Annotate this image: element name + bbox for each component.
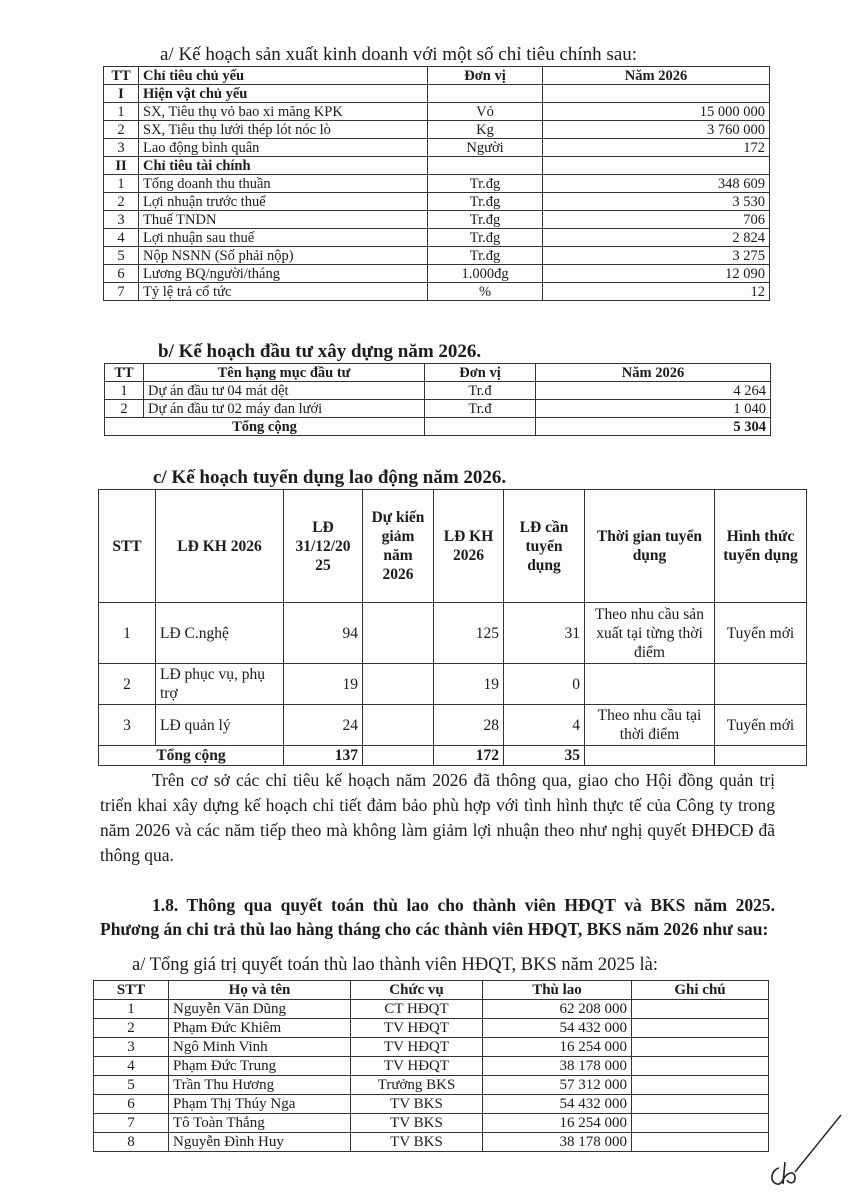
total-ld-2025: 137	[284, 746, 363, 766]
table-row	[94, 1019, 769, 1038]
table-header-row	[94, 981, 769, 1000]
cell-stt: 7	[94, 1114, 169, 1133]
total-row	[99, 746, 807, 766]
cell-need: 4	[504, 705, 585, 746]
total-value: 5 304	[536, 418, 771, 436]
header-item: Tên hạng mục đầu tư	[144, 364, 425, 382]
header-recruit-time: Thời gian tuyển dụng	[585, 490, 715, 603]
cell-indicator: Lợi nhuận trước thuế	[139, 193, 428, 211]
investment-plan-table	[104, 363, 771, 436]
cell-name: Phạm Đức Khiêm	[169, 1019, 351, 1038]
cell-decrease	[363, 705, 434, 746]
cell-tt: 1	[105, 382, 144, 400]
cell-tt: 7	[104, 283, 139, 301]
cell-indicator: SX, Tiêu thụ vỏ bao xi măng KPK	[139, 103, 428, 121]
cell-tt: 2	[104, 121, 139, 139]
cell-indicator: SX, Tiêu thụ lưới thép lót nóc lò	[139, 121, 428, 139]
cell-value	[543, 85, 770, 103]
header-tt: TT	[104, 67, 139, 85]
header-unit: Đơn vị	[425, 364, 536, 382]
total-kh-2026: 172	[434, 746, 504, 766]
cell-note	[632, 1038, 769, 1057]
table-row	[99, 705, 807, 746]
cell-indicator: Hiện vật chủ yếu	[139, 85, 428, 103]
cell-pay: 54 432 000	[483, 1019, 632, 1038]
cell-stt: 1	[94, 1000, 169, 1019]
cell-form	[715, 664, 807, 705]
cell-kh-2026: 28	[434, 705, 504, 746]
cell-stt: 3	[94, 1038, 169, 1057]
recruitment-plan-table	[98, 489, 807, 766]
header-ld-kh-2026: LĐ KH 2026	[434, 490, 504, 603]
header-stt: STT	[99, 490, 156, 603]
table-row	[104, 103, 770, 121]
header-ld-2025: LĐ 31/12/20 25	[284, 490, 363, 603]
cell-stt: 1	[99, 603, 156, 664]
cell-tt: 2	[105, 400, 144, 418]
section-row	[104, 157, 770, 175]
cell-role: TV HĐQT	[351, 1038, 483, 1057]
cell-value: 1 040	[536, 400, 771, 418]
cell-decrease	[363, 603, 434, 664]
paragraph-text: Trên cơ sở các chỉ tiêu kế hoạch năm 2026 đã thông qua, giao cho Hội đồng quản trị triển khai xây dựng kế hoạch chi tiết đảm bảo phù hợp với tình hình thực tế của Công ty trong năm 2026 và các năm tiếp theo mà không làm giảm lợi nhuận theo như nghị quyết ĐHĐCĐ đã thông qua.	[100, 770, 775, 865]
cell-value: 12	[543, 283, 770, 301]
cell-pay: 57 312 000	[483, 1076, 632, 1095]
cell-note	[632, 1133, 769, 1152]
cell-pay: 38 178 000	[483, 1057, 632, 1076]
cell-note	[632, 1114, 769, 1133]
cell-unit: Tr.đg	[428, 247, 543, 265]
cell-value: 706	[543, 211, 770, 229]
cell-name: Tô Toàn Thắng	[169, 1114, 351, 1133]
cell-unit: 1.000đg	[428, 265, 543, 283]
cell-stt: 4	[94, 1057, 169, 1076]
total-row	[105, 418, 771, 436]
cell-item: Dự án đầu tư 04 mát dệt	[144, 382, 425, 400]
table-row	[104, 139, 770, 157]
table-header-row	[104, 67, 770, 85]
cell-ld-2025: 19	[284, 664, 363, 705]
cell-role: TV BKS	[351, 1114, 483, 1133]
table-row	[104, 175, 770, 193]
cell-note	[632, 1076, 769, 1095]
cell-role: TV HĐQT	[351, 1019, 483, 1038]
cell-value: 3 275	[543, 247, 770, 265]
cell-name: Ngô Minh Vinh	[169, 1038, 351, 1057]
cell-value: 172	[543, 139, 770, 157]
cell-role: Trưởng BKS	[351, 1076, 483, 1095]
header-expected-decrease: Dự kiến giảm năm 2026	[363, 490, 434, 603]
cell-tt: 1	[104, 175, 139, 193]
cell-tt: 3	[104, 211, 139, 229]
cell-tt: 6	[104, 265, 139, 283]
cell-stt: 2	[99, 664, 156, 705]
cell-need: 0	[504, 664, 585, 705]
cell-name: Nguyễn Văn Dũng	[169, 1000, 351, 1019]
table-header-row	[99, 490, 807, 603]
table-row	[104, 121, 770, 139]
cell-stt: 2	[94, 1019, 169, 1038]
table-row	[94, 1095, 769, 1114]
cell-unit	[428, 85, 543, 103]
production-plan-table	[103, 66, 770, 301]
signature	[765, 1110, 845, 1190]
cell-pay: 16 254 000	[483, 1114, 632, 1133]
cell-role: TV BKS	[351, 1095, 483, 1114]
header-category: LĐ KH 2026	[156, 490, 284, 603]
cell-name: Phạm Đức Trung	[169, 1057, 351, 1076]
header-stt: STT	[94, 981, 169, 1000]
header-year: Năm 2026	[536, 364, 771, 382]
header-year: Năm 2026	[543, 67, 770, 85]
cell-unit: Tr.đg	[428, 193, 543, 211]
cell-empty	[715, 746, 807, 766]
cell-indicator: Chỉ tiêu tài chính	[139, 157, 428, 175]
cell-role: TV HĐQT	[351, 1057, 483, 1076]
table-row	[94, 1133, 769, 1152]
cell-pay: 16 254 000	[483, 1038, 632, 1057]
cell-unit: Kg	[428, 121, 543, 139]
cell-name: Nguyễn Đình Huy	[169, 1133, 351, 1152]
cell-unit: Người	[428, 139, 543, 157]
table-row	[104, 283, 770, 301]
section-b-heading: b/ Kế hoạch đầu tư xây dựng năm 2026.	[158, 341, 482, 362]
cell-indicator: Nộp NSNN (Số phải nộp)	[139, 247, 428, 265]
cell-name: Phạm Thị Thúy Nga	[169, 1095, 351, 1114]
cell-stt: 3	[99, 705, 156, 746]
cell-note	[632, 1019, 769, 1038]
section-18-heading-block	[100, 893, 775, 941]
cell-unit: Tr.đg	[428, 211, 543, 229]
header-pay: Thù lao	[483, 981, 632, 1000]
cell-item: Dự án đầu tư 02 máy đan lưới	[144, 400, 425, 418]
cell-ld-2025: 94	[284, 603, 363, 664]
cell-value: 4 264	[536, 382, 771, 400]
table-row	[94, 1000, 769, 1019]
total-decrease	[363, 746, 434, 766]
cell-indicator: Tỷ lệ trả cổ tức	[139, 283, 428, 301]
cell-unit	[428, 157, 543, 175]
section-18-heading: 1.8. Thông qua quyết toán thù lao cho thành viên HĐQT và BKS năm 2025. Phương án chi trả thù lao hàng tháng cho các thành viên HĐQT, BKS năm 2026 như sau:	[100, 895, 775, 939]
cell-value: 15 000 000	[543, 103, 770, 121]
remuneration-table	[93, 980, 769, 1152]
table-row	[94, 1057, 769, 1076]
cell-role: CT HĐQT	[351, 1000, 483, 1019]
cell-ld-2025: 24	[284, 705, 363, 746]
table-row	[104, 247, 770, 265]
cell-pay: 62 208 000	[483, 1000, 632, 1019]
header-name: Họ và tên	[169, 981, 351, 1000]
cell-tt: 3	[104, 139, 139, 157]
cell-note	[632, 1000, 769, 1019]
cell-category: LĐ quản lý	[156, 705, 284, 746]
cell-unit: %	[428, 283, 543, 301]
table-row	[94, 1076, 769, 1095]
cell-kh-2026: 125	[434, 603, 504, 664]
cell-unit: Tr.đ	[425, 400, 536, 418]
table-row	[94, 1038, 769, 1057]
table-row	[104, 211, 770, 229]
section-row	[104, 85, 770, 103]
total-label: Tổng cộng	[105, 418, 425, 436]
table-header-row	[105, 364, 771, 382]
cell-indicator: Lợi nhuận sau thuế	[139, 229, 428, 247]
header-need-recruit: LĐ cần tuyển dụng	[504, 490, 585, 603]
cell-tt: 2	[104, 193, 139, 211]
cell-note	[632, 1095, 769, 1114]
cell-tt: 5	[104, 247, 139, 265]
header-indicator: Chỉ tiêu chủ yếu	[139, 67, 428, 85]
cell-value: 3 530	[543, 193, 770, 211]
header-recruit-form: Hình thức tuyển dụng	[715, 490, 807, 603]
section-a-heading: a/ Kế hoạch sản xuất kinh doanh với một số chỉ tiêu chính sau:	[160, 44, 638, 65]
cell-stt: 8	[94, 1133, 169, 1152]
cell-indicator: Thuế TNDN	[139, 211, 428, 229]
cell-category: LĐ C.nghệ	[156, 603, 284, 664]
table-row	[104, 193, 770, 211]
cell-stt: 6	[94, 1095, 169, 1114]
cell-category: LĐ phục vụ, phụ trợ	[156, 664, 284, 705]
table-row	[99, 664, 807, 705]
cell-indicator: Lao động bình quân	[139, 139, 428, 157]
cell-tt: 1	[104, 103, 139, 121]
cell-name: Trần Thu Hương	[169, 1076, 351, 1095]
table-row	[105, 400, 771, 418]
cell-value: 12 090	[543, 265, 770, 283]
cell-form: Tuyển mới	[715, 705, 807, 746]
cell-value: 3 760 000	[543, 121, 770, 139]
cell-tt: II	[104, 157, 139, 175]
cell-note	[632, 1057, 769, 1076]
cell-pay: 54 432 000	[483, 1095, 632, 1114]
table-row	[104, 265, 770, 283]
cell-need: 31	[504, 603, 585, 664]
cell-unit: Tr.đ	[425, 382, 536, 400]
cell-empty	[425, 418, 536, 436]
cell-form: Tuyển mới	[715, 603, 807, 664]
header-unit: Đơn vị	[428, 67, 543, 85]
resolution-paragraph	[100, 768, 775, 868]
cell-empty	[585, 746, 715, 766]
total-label: Tổng cộng	[99, 746, 284, 766]
cell-indicator: Tổng doanh thu thuần	[139, 175, 428, 193]
table-row	[99, 603, 807, 664]
cell-value: 2 824	[543, 229, 770, 247]
table-row	[105, 382, 771, 400]
cell-stt: 5	[94, 1076, 169, 1095]
cell-unit: Tr.đg	[428, 229, 543, 247]
cell-tt: 4	[104, 229, 139, 247]
header-tt: TT	[105, 364, 144, 382]
cell-pay: 38 178 000	[483, 1133, 632, 1152]
cell-unit: Vỏ	[428, 103, 543, 121]
header-note: Ghi chú	[632, 981, 769, 1000]
cell-time: Theo nhu cầu sản xuất tại từng thời điểm	[585, 603, 715, 664]
total-need: 35	[504, 746, 585, 766]
header-role: Chức vụ	[351, 981, 483, 1000]
cell-time: Theo nhu cầu tại thời điểm	[585, 705, 715, 746]
cell-decrease	[363, 664, 434, 705]
cell-value: 348 609	[543, 175, 770, 193]
cell-tt: I	[104, 85, 139, 103]
cell-kh-2026: 19	[434, 664, 504, 705]
cell-time	[585, 664, 715, 705]
section-c-heading: c/ Kế hoạch tuyển dụng lao động năm 2026.	[153, 467, 507, 488]
table-row	[94, 1114, 769, 1133]
cell-role: TV BKS	[351, 1133, 483, 1152]
table-row	[104, 229, 770, 247]
section-18-subheading: a/ Tổng giá trị quyết toán thù lao thành viên HĐQT, BKS năm 2025 là:	[132, 955, 658, 975]
cell-value	[543, 157, 770, 175]
cell-unit: Tr.đg	[428, 175, 543, 193]
cell-indicator: Lương BQ/người/tháng	[139, 265, 428, 283]
